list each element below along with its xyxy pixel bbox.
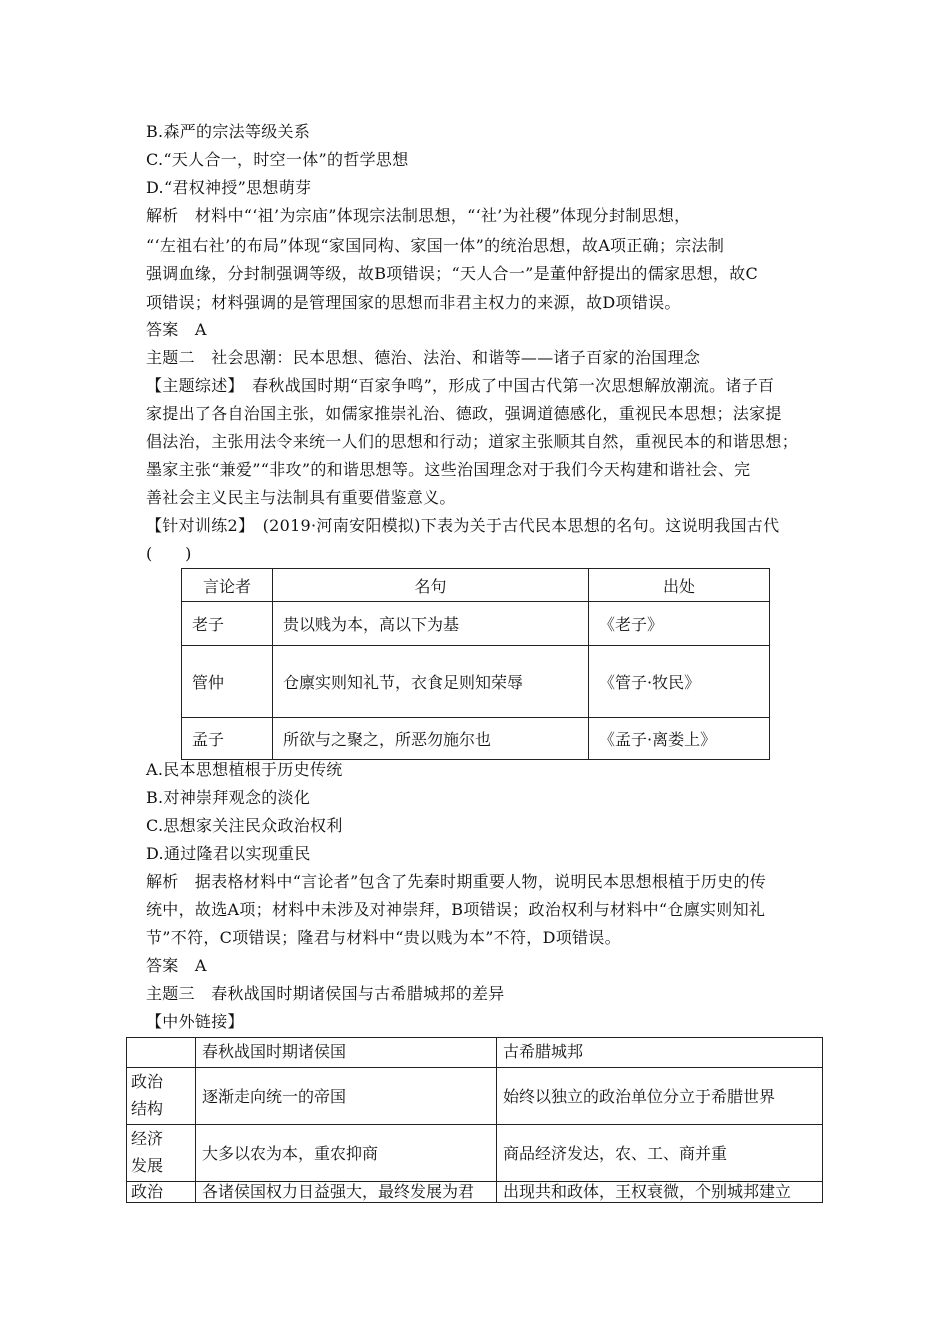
table-row xyxy=(182,602,770,646)
training-question: 【针对训练2】 (2019·河南安阳模拟)下表为关于古代民本思想的名句。这说明我国古代 xyxy=(146,516,780,535)
row-label: 政治结构 xyxy=(127,1068,196,1125)
analysis-line: “‘左祖右社’的布局”体现“家国同构、家国一体”的统治思想，故A项正确；宗法制 xyxy=(146,236,725,255)
table-cell: 《管子·牧民》 xyxy=(589,646,770,718)
header-cell: 出处 xyxy=(589,569,770,602)
summary-line: 墨家主张“兼爱”“非攻”的和谐思想等。这些治国理念对于我们今天构建和谐社会、完 xyxy=(146,460,751,479)
table-row xyxy=(127,1125,823,1182)
table-cell: 《老子》 xyxy=(589,602,770,646)
table-cell: 大多以农为本，重农抑商 xyxy=(196,1125,497,1182)
table-row xyxy=(127,1068,823,1125)
option-b: B.对神崇拜观念的淡化 xyxy=(146,788,311,807)
header-cell: 古希腊城邦 xyxy=(497,1038,823,1068)
section-label: 【中外链接】 xyxy=(146,1012,244,1031)
row-label: 经济发展 xyxy=(127,1125,196,1182)
analysis-line: 解析 据表格材料中“言论者”包含了先秦时期重要人物，说明民本思想根植于历史的传 xyxy=(146,872,767,891)
analysis-line: 解析 材料中“‘祖’为宗庙”体现宗法制思想，“‘社’为社稷”体现分封制思想， xyxy=(146,206,691,225)
option-c: C.思想家关注民众政治权利 xyxy=(146,816,343,835)
option-b: B.森严的宗法等级关系 xyxy=(146,122,311,141)
summary-line: 家提出了各自治国主张，如儒家推崇礼治、德政，强调道德感化，重视民本思想；法家提 xyxy=(146,404,782,423)
row-label: 政治 xyxy=(127,1182,196,1203)
table-row xyxy=(182,718,770,760)
table-header-row xyxy=(182,569,770,602)
table-cell: 各诸侯国权力日益强大，最终发展为君 xyxy=(196,1182,497,1203)
table-cell: 商品经济发达，农、工、商并重 xyxy=(497,1125,823,1182)
table-cell: 仓廪实则知礼节，衣食足则知荣辱 xyxy=(273,646,589,718)
analysis-line: 强调血缘，分封制强调等级，故B项错误；“天人合一”是董仲舒提出的儒家思想，故C xyxy=(146,264,759,283)
summary-line: 【主题综述】 春秋战国时期“百家争鸣”，形成了中国古代第一次思想解放潮流。诸子百 xyxy=(146,376,775,395)
header-cell: 言论者 xyxy=(182,569,273,602)
table-cell: 贵以贱为本，高以下为基 xyxy=(273,602,589,646)
table-cell: 管仲 xyxy=(182,646,273,718)
answer: 答案 A xyxy=(146,320,207,339)
analysis-line: 统中，故选A项；材料中未涉及对神崇拜，B项错误；政治权利与材料中“仓廪实则知礼 xyxy=(146,900,766,919)
comparison-table xyxy=(126,1037,823,1203)
quotes-table xyxy=(181,568,770,760)
option-d: D.通过隆君以实现重民 xyxy=(146,844,311,863)
topic-title: 主题三 春秋战国时期诸侯国与古希腊城邦的差异 xyxy=(146,984,505,1003)
header-cell: 名句 xyxy=(273,569,589,602)
option-c: C.“天人合一，时空一体”的哲学思想 xyxy=(146,150,409,169)
analysis-line: 节”不符，C项错误；隆君与材料中“贵以贱为本”不符，D项错误。 xyxy=(146,928,621,947)
table-cell: 《孟子·离娄上》 xyxy=(589,718,770,760)
table-cell: 逐渐走向统一的帝国 xyxy=(196,1068,497,1125)
option-d: D.“君权神授”思想萌芽 xyxy=(146,178,312,197)
table-row xyxy=(127,1182,823,1203)
analysis-line: 项错误；材料强调的是管理国家的思想而非君主权力的来源，故D项错误。 xyxy=(146,293,681,312)
answer-blank: ( ) xyxy=(146,544,192,563)
option-a: A.民本思想植根于历史传统 xyxy=(146,760,343,779)
table-cell: 老子 xyxy=(182,602,273,646)
table-row xyxy=(182,646,770,718)
table-cell: 出现共和政体，王权衰微，个别城邦建立 xyxy=(497,1182,823,1203)
table-header-row xyxy=(127,1038,823,1068)
header-cell: 春秋战国时期诸侯国 xyxy=(196,1038,497,1068)
answer: 答案 A xyxy=(146,956,207,975)
topic-title: 主题二 社会思潮：民本思想、德治、法治、和谐等——诸子百家的治国理念 xyxy=(146,348,701,367)
table-cell: 始终以独立的政治单位分立于希腊世界 xyxy=(497,1068,823,1125)
table-cell: 所欲与之聚之，所恶勿施尔也 xyxy=(273,718,589,760)
table-cell: 孟子 xyxy=(182,718,273,760)
summary-line: 善社会主义民主与法制具有重要借鉴意义。 xyxy=(146,488,456,507)
header-cell xyxy=(127,1038,196,1068)
summary-line: 倡法治，主张用法令来统一人们的思想和行动；道家主张顺其自然，重视民本的和谐思想； xyxy=(146,432,799,451)
